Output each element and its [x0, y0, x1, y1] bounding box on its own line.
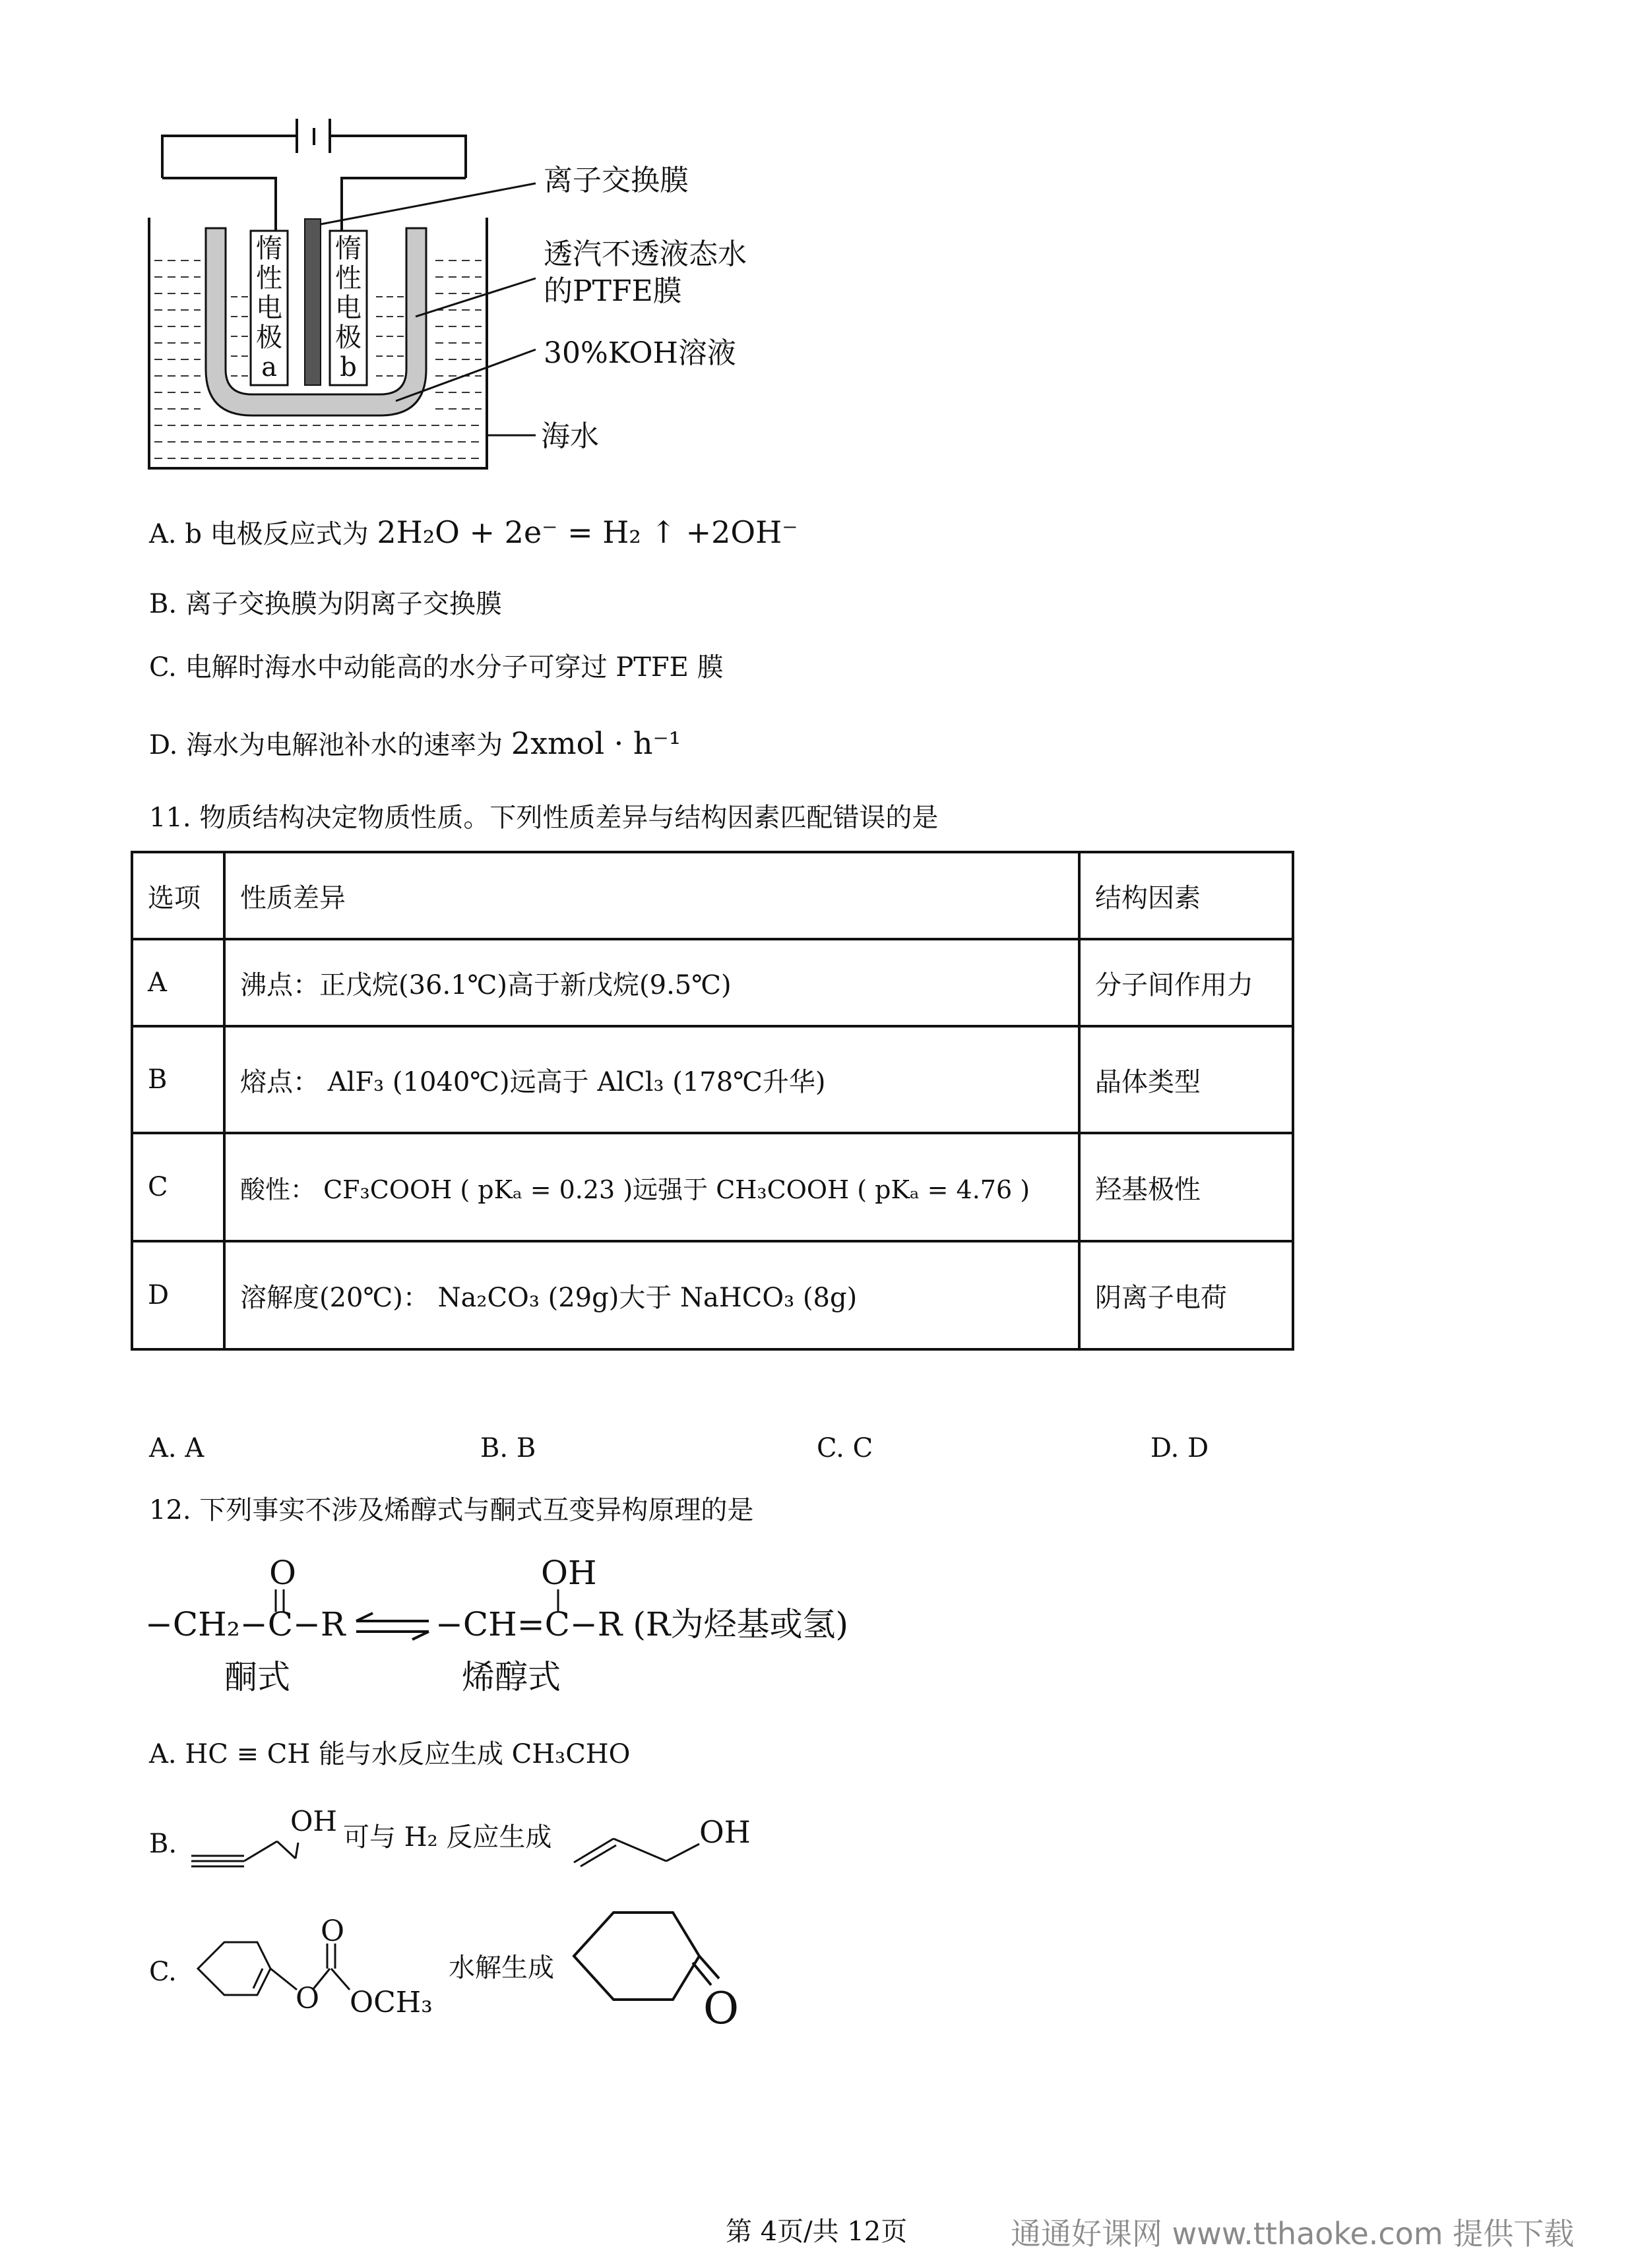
q11-choice-b: B. B — [480, 1433, 536, 1463]
ketone-label: 酮式 — [224, 1658, 290, 1696]
table-row — [132, 1241, 1293, 1349]
propargyl-alcohol-structure — [185, 1800, 343, 1873]
c-ketone-o: O — [703, 1983, 739, 2034]
row-option: A — [132, 939, 224, 1026]
ion-exchange-membrane — [305, 219, 321, 385]
header-option: 选项 — [132, 852, 224, 939]
row-property: 溶解度(20℃)： Na₂CO₃ (29g)大于 NaHCO₃ (8g) — [224, 1241, 1079, 1349]
electrode-a-char: a — [261, 352, 277, 383]
leader-membrane — [321, 183, 536, 224]
q10-option-b: B. 离子交换膜为阴离子交换膜 — [149, 589, 502, 619]
header-factor: 结构因素 — [1079, 852, 1293, 939]
ptfe-label-line2: 的PTFE膜 — [544, 274, 682, 308]
seawater-label: 海水 — [541, 419, 599, 453]
c-ether-o: O — [296, 1982, 320, 2015]
allyl-alcohol-structure — [567, 1800, 765, 1873]
q11-stem: 11. 物质结构决定物质性质。下列性质差异与结构因素匹配错误的是 — [149, 803, 939, 833]
q10-option-a — [149, 514, 798, 551]
row-factor: 阴离子电荷 — [1079, 1241, 1293, 1349]
q11-choice-d: D. D — [1150, 1433, 1209, 1463]
q11-choice-c: C. C — [817, 1433, 873, 1463]
row-property: 沸点：正戊烷(36.1℃)高于新戊烷(9.5℃) — [224, 939, 1079, 1026]
table-row — [132, 1133, 1293, 1241]
enol-oh: OH — [541, 1554, 597, 1592]
q12-stem: 12. 下列事实不涉及烯醇式与酮式互变异构原理的是 — [149, 1495, 754, 1525]
q12-option-b-text: 可与 H₂ 反应生成 — [343, 1822, 552, 1853]
table-row — [132, 939, 1293, 1026]
q10-option-d — [149, 725, 681, 762]
electrolysis-diagram — [132, 106, 792, 475]
q11-choice-a: A. A — [149, 1433, 204, 1463]
q10-option-a-formula: 2H₂O + 2e⁻ = H₂ ↑ +2OH⁻ — [377, 514, 798, 550]
electrode-a-char: 性 — [256, 263, 282, 293]
q10-option-c: C. 电解时海水中动能高的水分子可穿过 PTFE 膜 — [149, 652, 724, 683]
watermark-text: 通通好课网 www.tthaoke.com 提供下载 — [1011, 2216, 1575, 2252]
enol-carbonate-structure — [185, 1916, 462, 2048]
electrode-b-char: 惰 — [335, 233, 362, 264]
cyclohexanone-structure — [561, 1899, 772, 2044]
row-option: C — [132, 1133, 224, 1241]
electrode-b-char: 性 — [335, 263, 362, 293]
c-carbonyl-o: O — [321, 1916, 345, 1948]
tautomer-equation — [145, 1550, 904, 1701]
b-oh-2: OH — [699, 1814, 751, 1850]
q12-option-c-label: C. — [149, 1957, 177, 1987]
equilibrium-arrows — [356, 1613, 429, 1640]
enol-formula: −CH=C−R (R为烃基或氢) — [435, 1605, 849, 1643]
page-number: 第 4页/共 12页 — [726, 2217, 908, 2247]
electrode-b-char: 电 — [335, 293, 362, 323]
ketone-formula: −CH₂−C−R — [145, 1605, 346, 1643]
row-option: D — [132, 1241, 224, 1349]
property-table — [131, 851, 1294, 1351]
row-option: B — [132, 1026, 224, 1133]
row-property: 酸性： CF₃COOH ( pKₐ = 0.23 )远强于 CH₃COOH ( pKₐ = 4.76 ) — [224, 1133, 1079, 1241]
table-header-row — [132, 852, 1293, 939]
header-property: 性质差异 — [224, 852, 1079, 939]
carbonyl-oxygen: O — [269, 1554, 296, 1592]
q12-option-c-text: 水解生成 — [449, 1953, 554, 1983]
membrane-label: 离子交换膜 — [544, 164, 689, 197]
electrode-a-char: 电 — [256, 293, 282, 323]
c-och3: OCH₃ — [350, 1986, 433, 2019]
electrode-a-char: 极 — [256, 322, 282, 353]
electrode-b-char: b — [340, 352, 357, 383]
koh-label: 30%KOH溶液 — [544, 336, 736, 370]
q12-option-a: A. HC ≡ CH 能与水反应生成 CH₃CHO — [149, 1739, 631, 1769]
row-factor: 羟基极性 — [1079, 1133, 1293, 1241]
q12-option-b-label: B. — [149, 1829, 177, 1859]
row-factor: 晶体类型 — [1079, 1026, 1293, 1133]
row-factor: 分子间作用力 — [1079, 939, 1293, 1026]
q10-option-d-prefix: D. 海水为电解池补水的速率为 — [149, 730, 503, 760]
q10-option-a-prefix: A. b 电极反应式为 — [149, 519, 369, 549]
ptfe-label-line1: 透汽不透液态水 — [544, 237, 747, 271]
electrode-a-char: 惰 — [256, 233, 282, 264]
table-row — [132, 1026, 1293, 1133]
q10-option-d-formula: 2xmol · h⁻¹ — [511, 725, 681, 761]
row-property: 熔点： AlF₃ (1040℃)远高于 AlCl₃ (178℃升华) — [224, 1026, 1079, 1133]
enol-label: 烯醇式 — [462, 1658, 561, 1696]
electrode-b-char: 极 — [335, 322, 362, 353]
leader-ptfe — [416, 278, 536, 317]
b-oh-1: OH — [290, 1805, 338, 1837]
